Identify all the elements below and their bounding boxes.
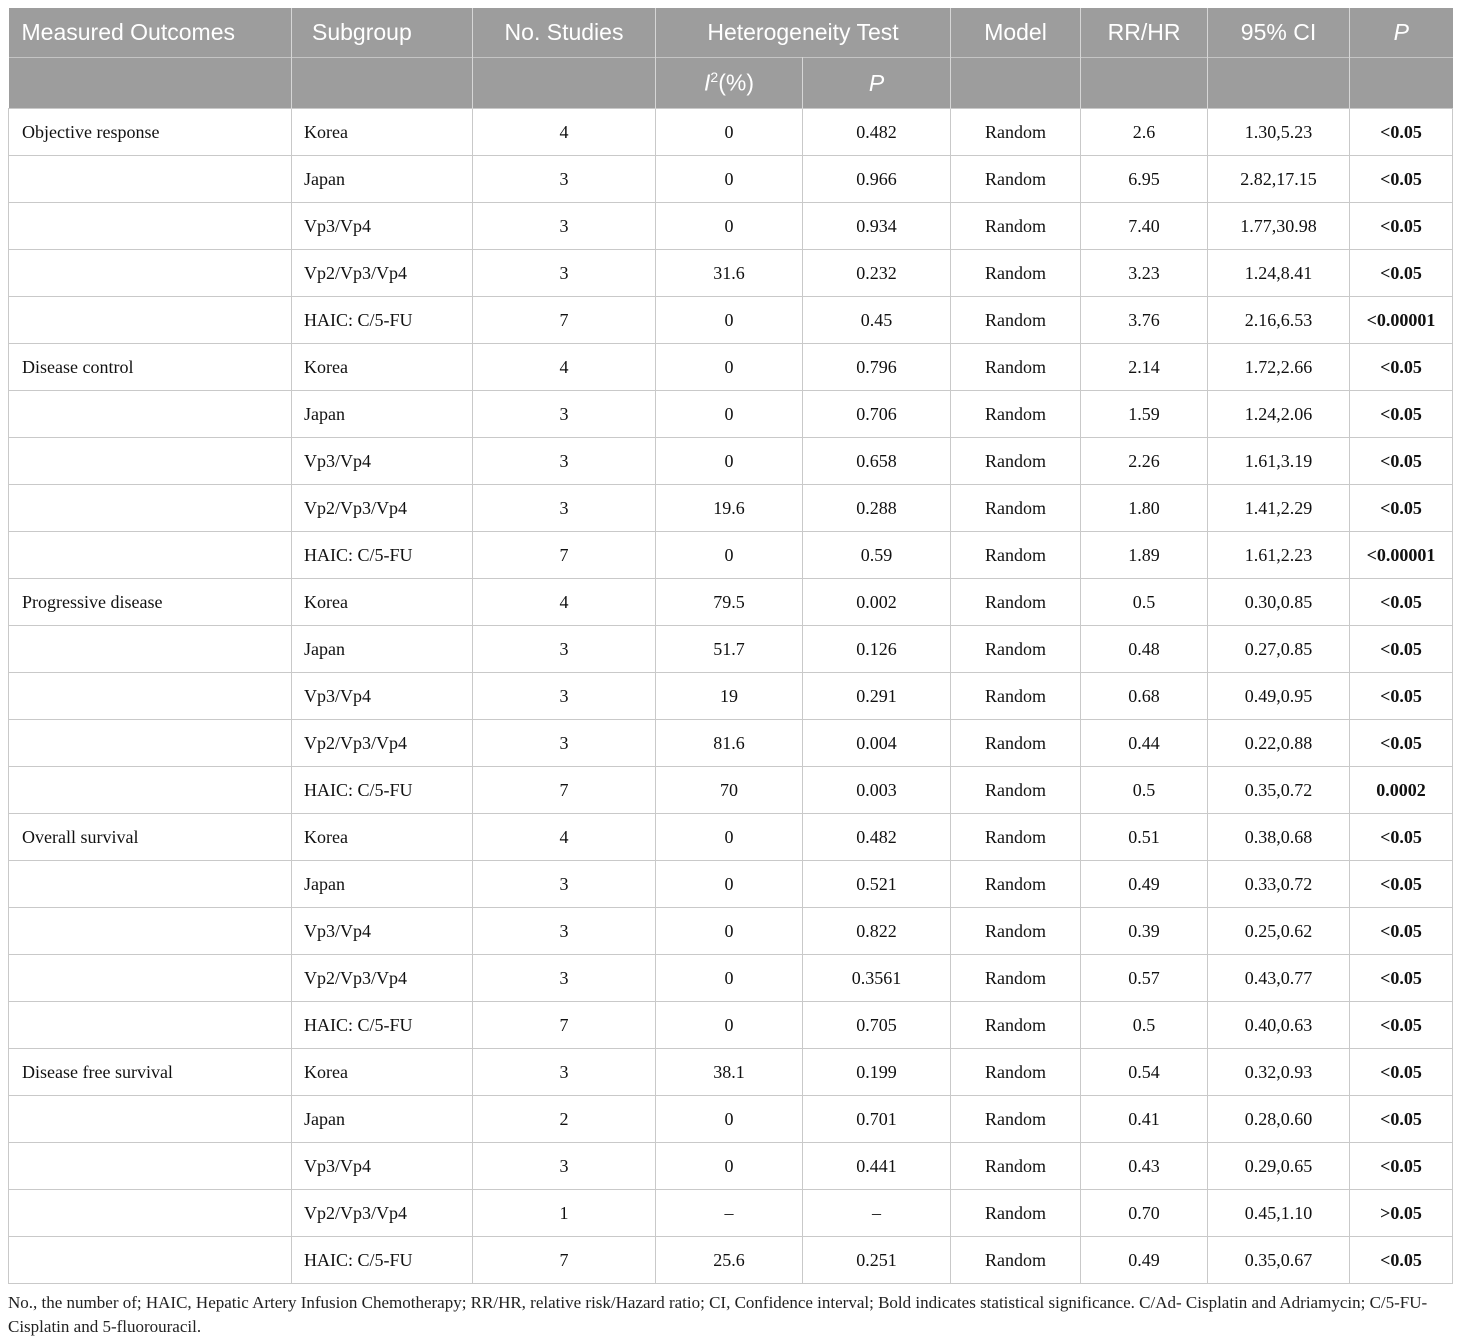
- cell-model: Random: [951, 814, 1081, 861]
- cell-95-ci: 1.77,30.98: [1208, 203, 1350, 250]
- header-blank-4: [951, 58, 1081, 109]
- header-no-studies: No. Studies: [473, 8, 656, 58]
- cell-model: Random: [951, 109, 1081, 156]
- cell-95-ci: 1.61,3.19: [1208, 438, 1350, 485]
- cell-rr-hr: 0.57: [1081, 955, 1208, 1002]
- cell-outcome: [9, 1096, 292, 1143]
- cell-p-value: >0.05: [1350, 1190, 1453, 1237]
- cell-rr-hr: 0.49: [1081, 861, 1208, 908]
- cell-i2: –: [656, 1190, 803, 1237]
- table-header: [9, 8, 1453, 109]
- cell-rr-hr: 0.5: [1081, 579, 1208, 626]
- cell-rr-hr: 0.68: [1081, 673, 1208, 720]
- cell-rr-hr: 1.89: [1081, 532, 1208, 579]
- cell-95-ci: 0.45,1.10: [1208, 1190, 1350, 1237]
- header-i2-unit: (%): [718, 69, 754, 96]
- cell-model: Random: [951, 532, 1081, 579]
- header-p-text: P: [1393, 19, 1409, 45]
- cell-subgroup: Vp2/Vp3/Vp4: [292, 720, 473, 767]
- cell-subgroup: Vp3/Vp4: [292, 673, 473, 720]
- table-row: [9, 1049, 1453, 1096]
- cell-95-ci: 2.16,6.53: [1208, 297, 1350, 344]
- cell-het-p: 0.59: [803, 532, 951, 579]
- cell-model: Random: [951, 297, 1081, 344]
- cell-rr-hr: 2.26: [1081, 438, 1208, 485]
- cell-model: Random: [951, 908, 1081, 955]
- cell-rr-hr: 6.95: [1081, 156, 1208, 203]
- table-row: [9, 1096, 1453, 1143]
- cell-no-studies: 4: [473, 109, 656, 156]
- table-row: [9, 391, 1453, 438]
- cell-p-value: <0.05: [1350, 720, 1453, 767]
- cell-outcome: [9, 485, 292, 532]
- cell-het-p: 0.004: [803, 720, 951, 767]
- cell-outcome: [9, 297, 292, 344]
- cell-model: Random: [951, 438, 1081, 485]
- cell-i2: 51.7: [656, 626, 803, 673]
- cell-no-studies: 1: [473, 1190, 656, 1237]
- cell-outcome: [9, 673, 292, 720]
- cell-outcome: [9, 720, 292, 767]
- table-row: [9, 1143, 1453, 1190]
- cell-het-p: 0.003: [803, 767, 951, 814]
- cell-p-value: <0.05: [1350, 156, 1453, 203]
- cell-outcome: Overall survival: [9, 814, 292, 861]
- header-i2-sup: 2: [710, 69, 719, 86]
- cell-subgroup: Korea: [292, 344, 473, 391]
- cell-model: Random: [951, 955, 1081, 1002]
- cell-rr-hr: 0.5: [1081, 767, 1208, 814]
- table-footnote: No., the number of; HAIC, Hepatic Artery Infusion Chemotherapy; RR/HR, relative risk/Hazard ratio; CI, Confidence interval; Bold indicates statistical significance. C/Ad- Cisplatin and Adriamycin; C/5-FU- Cisplatin and 5-fluorouracil.: [8, 1293, 1428, 1336]
- cell-subgroup: Vp2/Vp3/Vp4: [292, 955, 473, 1002]
- cell-95-ci: 0.30,0.85: [1208, 579, 1350, 626]
- cell-rr-hr: 7.40: [1081, 203, 1208, 250]
- cell-i2: 0: [656, 203, 803, 250]
- cell-95-ci: 0.35,0.72: [1208, 767, 1350, 814]
- cell-p-value: <0.05: [1350, 861, 1453, 908]
- cell-subgroup: Vp2/Vp3/Vp4: [292, 1190, 473, 1237]
- table-row: [9, 1002, 1453, 1049]
- cell-95-ci: 0.32,0.93: [1208, 1049, 1350, 1096]
- header-rr-hr: RR/HR: [1081, 8, 1208, 58]
- cell-outcome: [9, 1190, 292, 1237]
- cell-no-studies: 3: [473, 1049, 656, 1096]
- cell-p-value: <0.05: [1350, 391, 1453, 438]
- cell-95-ci: 0.35,0.67: [1208, 1237, 1350, 1284]
- cell-model: Random: [951, 1143, 1081, 1190]
- cell-i2: 38.1: [656, 1049, 803, 1096]
- cell-95-ci: 0.27,0.85: [1208, 626, 1350, 673]
- cell-95-ci: 0.28,0.60: [1208, 1096, 1350, 1143]
- cell-outcome: Progressive disease: [9, 579, 292, 626]
- cell-outcome: [9, 1237, 292, 1284]
- subgroup-analysis-table: [8, 8, 1453, 1284]
- cell-p-value: <0.05: [1350, 814, 1453, 861]
- cell-no-studies: 3: [473, 156, 656, 203]
- cell-outcome: Objective response: [9, 109, 292, 156]
- cell-no-studies: 3: [473, 203, 656, 250]
- cell-p-value: 0.0002: [1350, 767, 1453, 814]
- cell-no-studies: 7: [473, 767, 656, 814]
- table-row: [9, 156, 1453, 203]
- cell-outcome: Disease control: [9, 344, 292, 391]
- cell-no-studies: 3: [473, 438, 656, 485]
- cell-het-p: 0.796: [803, 344, 951, 391]
- cell-p-value: <0.05: [1350, 203, 1453, 250]
- cell-subgroup: Japan: [292, 391, 473, 438]
- table-row: [9, 1237, 1453, 1284]
- cell-95-ci: 1.30,5.23: [1208, 109, 1350, 156]
- cell-i2: 0: [656, 109, 803, 156]
- cell-i2: 19: [656, 673, 803, 720]
- cell-rr-hr: 0.5: [1081, 1002, 1208, 1049]
- cell-het-p: 0.291: [803, 673, 951, 720]
- cell-rr-hr: 0.41: [1081, 1096, 1208, 1143]
- cell-95-ci: 1.61,2.23: [1208, 532, 1350, 579]
- cell-model: Random: [951, 250, 1081, 297]
- cell-het-p: 0.482: [803, 109, 951, 156]
- cell-outcome: [9, 438, 292, 485]
- table-row: [9, 579, 1453, 626]
- cell-rr-hr: 0.70: [1081, 1190, 1208, 1237]
- cell-outcome: Disease free survival: [9, 1049, 292, 1096]
- cell-outcome: [9, 391, 292, 438]
- cell-het-p: 0.3561: [803, 955, 951, 1002]
- table-row: [9, 908, 1453, 955]
- cell-p-value: <0.05: [1350, 485, 1453, 532]
- cell-no-studies: 3: [473, 391, 656, 438]
- cell-no-studies: 7: [473, 297, 656, 344]
- cell-i2: 0: [656, 814, 803, 861]
- cell-i2: 0: [656, 391, 803, 438]
- table-row: [9, 814, 1453, 861]
- header-blank-5: [1081, 58, 1208, 109]
- cell-model: Random: [951, 720, 1081, 767]
- cell-p-value: <0.05: [1350, 673, 1453, 720]
- cell-rr-hr: 0.54: [1081, 1049, 1208, 1096]
- cell-rr-hr: 1.59: [1081, 391, 1208, 438]
- table-row: [9, 109, 1453, 156]
- cell-95-ci: 1.41,2.29: [1208, 485, 1350, 532]
- cell-subgroup: HAIC: C/5-FU: [292, 1237, 473, 1284]
- cell-subgroup: Vp3/Vp4: [292, 203, 473, 250]
- cell-no-studies: 4: [473, 344, 656, 391]
- cell-p-value: <0.05: [1350, 1002, 1453, 1049]
- cell-het-p: 0.658: [803, 438, 951, 485]
- cell-het-p: 0.288: [803, 485, 951, 532]
- cell-95-ci: 0.22,0.88: [1208, 720, 1350, 767]
- cell-subgroup: Vp3/Vp4: [292, 908, 473, 955]
- cell-model: Random: [951, 626, 1081, 673]
- cell-no-studies: 4: [473, 579, 656, 626]
- cell-95-ci: 0.29,0.65: [1208, 1143, 1350, 1190]
- cell-het-p: 0.45: [803, 297, 951, 344]
- table-row: [9, 203, 1453, 250]
- table-row: [9, 955, 1453, 1002]
- header-i2: [656, 58, 803, 109]
- cell-p-value: <0.05: [1350, 1049, 1453, 1096]
- cell-model: Random: [951, 767, 1081, 814]
- cell-het-p: 0.232: [803, 250, 951, 297]
- table-body: [9, 109, 1453, 1284]
- cell-p-value: <0.05: [1350, 579, 1453, 626]
- cell-het-p: 0.822: [803, 908, 951, 955]
- cell-p-value: <0.05: [1350, 438, 1453, 485]
- cell-i2: 0: [656, 955, 803, 1002]
- cell-p-value: <0.05: [1350, 109, 1453, 156]
- cell-model: Random: [951, 1190, 1081, 1237]
- cell-model: Random: [951, 579, 1081, 626]
- cell-rr-hr: 0.43: [1081, 1143, 1208, 1190]
- table-row: [9, 861, 1453, 908]
- cell-outcome: [9, 156, 292, 203]
- header-blank-6: [1208, 58, 1350, 109]
- cell-outcome: [9, 767, 292, 814]
- header-measured-outcomes: Measured Outcomes: [9, 8, 292, 58]
- cell-subgroup: HAIC: C/5-FU: [292, 297, 473, 344]
- cell-95-ci: 1.24,8.41: [1208, 250, 1350, 297]
- header-blank-1: [9, 58, 292, 109]
- table-row: [9, 767, 1453, 814]
- cell-95-ci: 0.38,0.68: [1208, 814, 1350, 861]
- cell-outcome: [9, 532, 292, 579]
- cell-het-p: 0.251: [803, 1237, 951, 1284]
- cell-model: Random: [951, 1096, 1081, 1143]
- cell-rr-hr: 0.49: [1081, 1237, 1208, 1284]
- cell-no-studies: 3: [473, 626, 656, 673]
- cell-subgroup: HAIC: C/5-FU: [292, 1002, 473, 1049]
- table-row: [9, 297, 1453, 344]
- cell-no-studies: 7: [473, 1002, 656, 1049]
- cell-no-studies: 3: [473, 250, 656, 297]
- cell-outcome: [9, 955, 292, 1002]
- cell-rr-hr: 3.76: [1081, 297, 1208, 344]
- table-row: [9, 250, 1453, 297]
- cell-i2: 0: [656, 1002, 803, 1049]
- header-subgroup: Subgroup: [292, 8, 473, 58]
- cell-95-ci: 0.43,0.77: [1208, 955, 1350, 1002]
- cell-outcome: [9, 908, 292, 955]
- cell-rr-hr: 0.44: [1081, 720, 1208, 767]
- cell-model: Random: [951, 485, 1081, 532]
- cell-het-p: 0.706: [803, 391, 951, 438]
- cell-outcome: [9, 250, 292, 297]
- cell-no-studies: 3: [473, 908, 656, 955]
- header-blank-7: [1350, 58, 1453, 109]
- cell-95-ci: 0.25,0.62: [1208, 908, 1350, 955]
- cell-het-p: 0.126: [803, 626, 951, 673]
- cell-rr-hr: 1.80: [1081, 485, 1208, 532]
- cell-rr-hr: 0.48: [1081, 626, 1208, 673]
- cell-het-p: 0.441: [803, 1143, 951, 1190]
- cell-p-value: <0.05: [1350, 1237, 1453, 1284]
- cell-95-ci: 2.82,17.15: [1208, 156, 1350, 203]
- cell-i2: 0: [656, 297, 803, 344]
- header-het-p: [803, 58, 951, 109]
- cell-het-p: 0.199: [803, 1049, 951, 1096]
- header-model: Model: [951, 8, 1081, 58]
- cell-rr-hr: 0.51: [1081, 814, 1208, 861]
- cell-i2: 0: [656, 532, 803, 579]
- cell-het-p: 0.705: [803, 1002, 951, 1049]
- cell-no-studies: 3: [473, 1143, 656, 1190]
- cell-p-value: <0.05: [1350, 250, 1453, 297]
- cell-no-studies: 7: [473, 532, 656, 579]
- table-row: [9, 438, 1453, 485]
- cell-outcome: [9, 626, 292, 673]
- table-row: [9, 532, 1453, 579]
- table-row: [9, 1190, 1453, 1237]
- cell-no-studies: 3: [473, 720, 656, 767]
- cell-i2: 81.6: [656, 720, 803, 767]
- cell-outcome: [9, 1002, 292, 1049]
- cell-subgroup: Korea: [292, 1049, 473, 1096]
- cell-no-studies: 3: [473, 485, 656, 532]
- cell-i2: 31.6: [656, 250, 803, 297]
- cell-i2: 0: [656, 1096, 803, 1143]
- cell-het-p: 0.934: [803, 203, 951, 250]
- cell-95-ci: 0.40,0.63: [1208, 1002, 1350, 1049]
- table-row: [9, 673, 1453, 720]
- cell-subgroup: Korea: [292, 579, 473, 626]
- cell-subgroup: Japan: [292, 1096, 473, 1143]
- cell-het-p: 0.701: [803, 1096, 951, 1143]
- cell-subgroup: Japan: [292, 861, 473, 908]
- cell-p-value: <0.05: [1350, 955, 1453, 1002]
- cell-het-p: 0.966: [803, 156, 951, 203]
- header-row-secondary: [9, 58, 1453, 109]
- cell-outcome: [9, 861, 292, 908]
- cell-model: Random: [951, 861, 1081, 908]
- cell-subgroup: Vp2/Vp3/Vp4: [292, 250, 473, 297]
- cell-het-p: 0.521: [803, 861, 951, 908]
- header-blank-2: [292, 58, 473, 109]
- cell-model: Random: [951, 156, 1081, 203]
- cell-rr-hr: 0.39: [1081, 908, 1208, 955]
- header-heterogeneity-test: Heterogeneity Test: [656, 8, 951, 58]
- header-i2-letter: I: [704, 69, 711, 96]
- header-blank-3: [473, 58, 656, 109]
- cell-rr-hr: 3.23: [1081, 250, 1208, 297]
- cell-i2: 0: [656, 1143, 803, 1190]
- table-row: [9, 720, 1453, 767]
- cell-i2: 70: [656, 767, 803, 814]
- cell-i2: 0: [656, 156, 803, 203]
- header-row-primary: [9, 8, 1453, 58]
- cell-no-studies: 3: [473, 861, 656, 908]
- cell-p-value: <0.05: [1350, 1096, 1453, 1143]
- header-95-ci: 95% CI: [1208, 8, 1350, 58]
- cell-95-ci: 1.24,2.06: [1208, 391, 1350, 438]
- cell-subgroup: Korea: [292, 814, 473, 861]
- cell-95-ci: 0.33,0.72: [1208, 861, 1350, 908]
- cell-p-value: <0.05: [1350, 344, 1453, 391]
- cell-i2: 25.6: [656, 1237, 803, 1284]
- cell-subgroup: Korea: [292, 109, 473, 156]
- cell-model: Random: [951, 344, 1081, 391]
- cell-no-studies: 2: [473, 1096, 656, 1143]
- cell-i2: 0: [656, 344, 803, 391]
- cell-no-studies: 7: [473, 1237, 656, 1284]
- cell-outcome: [9, 203, 292, 250]
- cell-subgroup: HAIC: C/5-FU: [292, 532, 473, 579]
- cell-95-ci: 0.49,0.95: [1208, 673, 1350, 720]
- cell-p-value: <0.00001: [1350, 297, 1453, 344]
- cell-het-p: 0.482: [803, 814, 951, 861]
- cell-rr-hr: 2.14: [1081, 344, 1208, 391]
- cell-subgroup: Vp3/Vp4: [292, 438, 473, 485]
- cell-subgroup: Vp3/Vp4: [292, 1143, 473, 1190]
- cell-p-value: <0.05: [1350, 908, 1453, 955]
- cell-subgroup: Vp2/Vp3/Vp4: [292, 485, 473, 532]
- cell-p-value: <0.00001: [1350, 532, 1453, 579]
- cell-het-p: 0.002: [803, 579, 951, 626]
- cell-outcome: [9, 1143, 292, 1190]
- cell-model: Random: [951, 391, 1081, 438]
- cell-i2: 79.5: [656, 579, 803, 626]
- cell-subgroup: HAIC: C/5-FU: [292, 767, 473, 814]
- cell-i2: 0: [656, 438, 803, 485]
- cell-p-value: <0.05: [1350, 1143, 1453, 1190]
- cell-model: Random: [951, 1049, 1081, 1096]
- cell-model: Random: [951, 1002, 1081, 1049]
- cell-no-studies: 4: [473, 814, 656, 861]
- header-het-p-text: P: [868, 69, 885, 96]
- cell-p-value: <0.05: [1350, 626, 1453, 673]
- cell-i2: 19.6: [656, 485, 803, 532]
- table-row: [9, 344, 1453, 391]
- header-p: [1350, 8, 1453, 58]
- cell-het-p: –: [803, 1190, 951, 1237]
- cell-i2: 0: [656, 908, 803, 955]
- cell-rr-hr: 2.6: [1081, 109, 1208, 156]
- cell-subgroup: Japan: [292, 156, 473, 203]
- cell-model: Random: [951, 1237, 1081, 1284]
- table-row: [9, 485, 1453, 532]
- cell-i2: 0: [656, 861, 803, 908]
- cell-subgroup: Japan: [292, 626, 473, 673]
- cell-model: Random: [951, 203, 1081, 250]
- cell-no-studies: 3: [473, 955, 656, 1002]
- cell-95-ci: 1.72,2.66: [1208, 344, 1350, 391]
- cell-model: Random: [951, 673, 1081, 720]
- cell-no-studies: 3: [473, 673, 656, 720]
- table-row: [9, 626, 1453, 673]
